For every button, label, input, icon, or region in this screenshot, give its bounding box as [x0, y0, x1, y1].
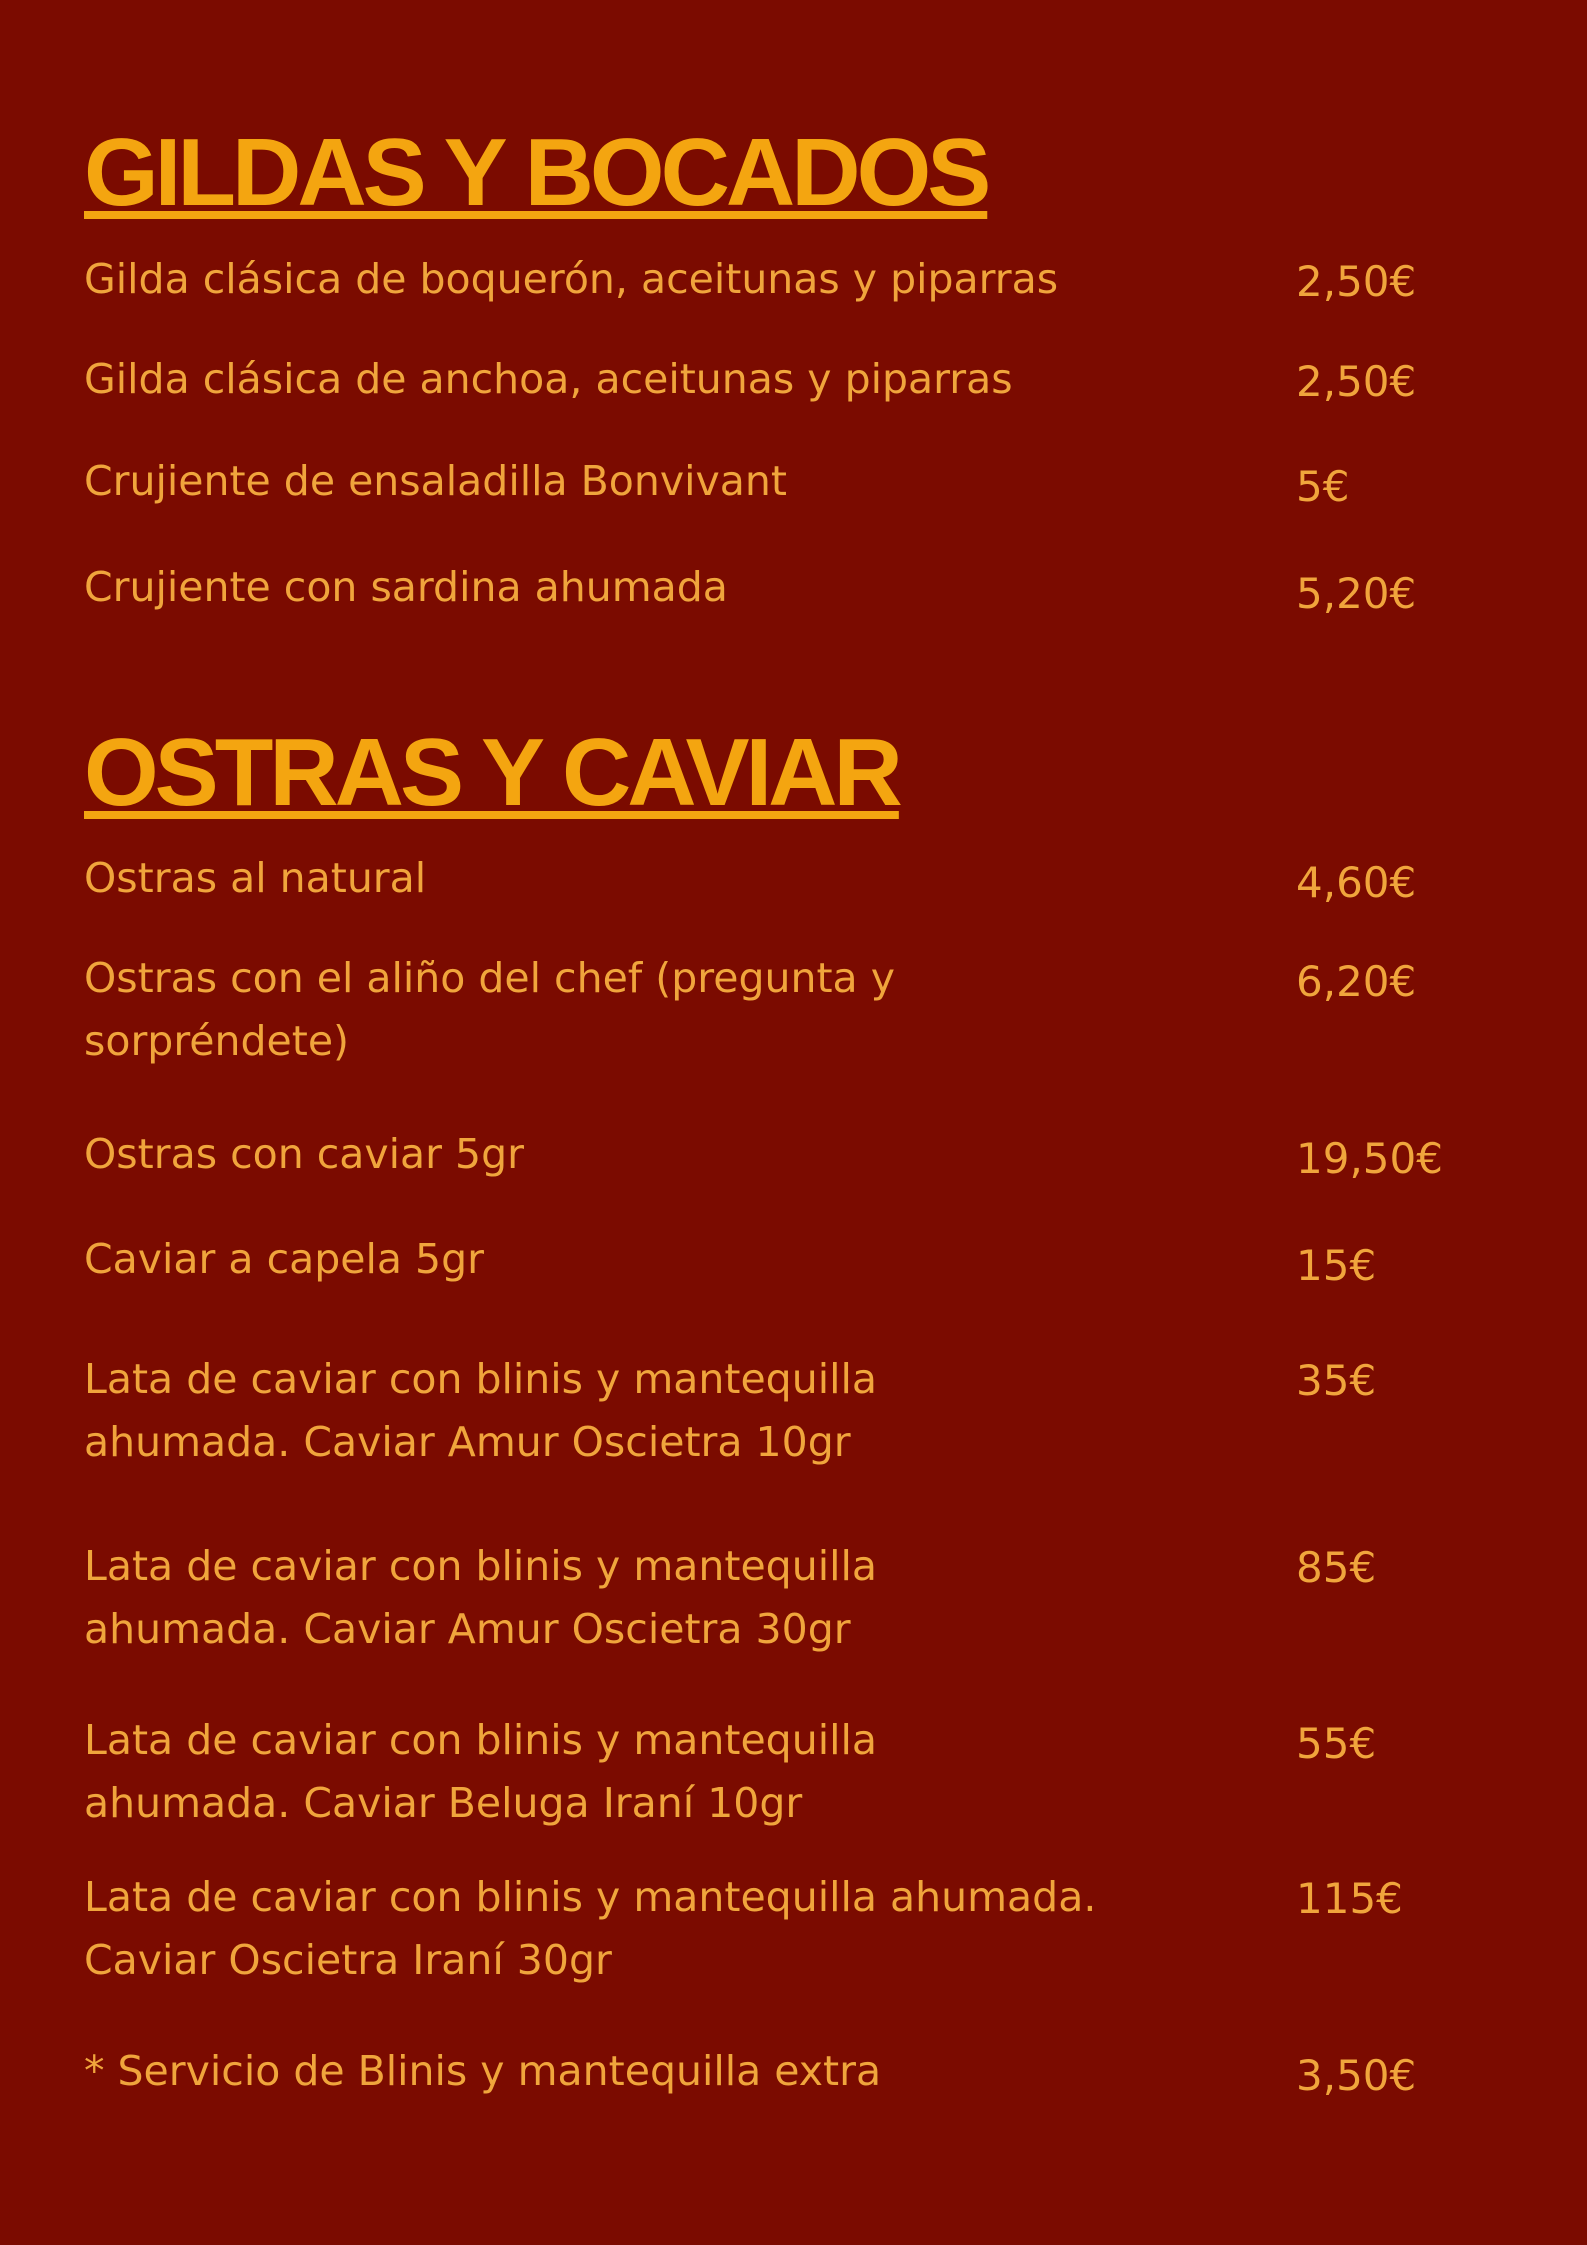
- menu-item-price: 115€: [1296, 1874, 1403, 1923]
- menu-item-price: 85€: [1296, 1543, 1377, 1592]
- menu-item-name: Lata de caviar con blinis y mantequilla ahumada. Caviar Amur Oscietra 30gr: [84, 1542, 877, 1653]
- menu-item-price: 15€: [1296, 1241, 1377, 1290]
- menu-item-price: 6,20€: [1296, 957, 1417, 1006]
- menu-item-name: Lata de caviar con blinis y mantequilla ahumada. Caviar Beluga Iraní 10gr: [84, 1716, 877, 1827]
- menu-item-name: Caviar a capela 5gr: [84, 1235, 485, 1283]
- menu-item-name: Gilda clásica de boquerón, aceitunas y piparras: [84, 255, 1059, 303]
- menu-item-price: 4,60€: [1296, 858, 1417, 907]
- menu-item-name: Crujiente con sardina ahumada: [84, 563, 728, 611]
- menu-item-name: Crujiente de ensaladilla Bonvivant: [84, 457, 787, 505]
- menu-item-name: Ostras con el aliño del chef (pregunta y sorpréndete): [84, 954, 895, 1065]
- menu-item-price: 19,50€: [1296, 1134, 1443, 1183]
- menu-item-name: Lata de caviar con blinis y mantequilla ahumada. Caviar Oscietra Iraní 30gr: [84, 1873, 1097, 1984]
- menu-item-price: 2,50€: [1296, 357, 1417, 406]
- menu-item-name: Ostras al natural: [84, 854, 427, 902]
- menu-item-name: Ostras con caviar 5gr: [84, 1130, 525, 1178]
- menu-item-price: 5,20€: [1296, 569, 1417, 618]
- menu-item-price: 55€: [1296, 1719, 1377, 1768]
- menu-item-price: 35€: [1296, 1356, 1377, 1405]
- section-title-gildas-y-bocados: GILDAS Y BOCADOS: [84, 119, 988, 226]
- menu-item-note: * Servicio de Blinis y mantequilla extra: [84, 2047, 882, 2095]
- menu-item-name: Lata de caviar con blinis y mantequilla ahumada. Caviar Amur Oscietra 10gr: [84, 1355, 877, 1466]
- menu-item-price: 3,50€: [1296, 2051, 1417, 2100]
- menu-item-price: 2,50€: [1296, 257, 1417, 306]
- section-title-ostras-y-caviar: OSTRAS Y CAVIAR: [84, 719, 899, 826]
- menu-item-price: 5€: [1296, 462, 1350, 511]
- menu-item-name: Gilda clásica de anchoa, aceitunas y piparras: [84, 355, 1013, 403]
